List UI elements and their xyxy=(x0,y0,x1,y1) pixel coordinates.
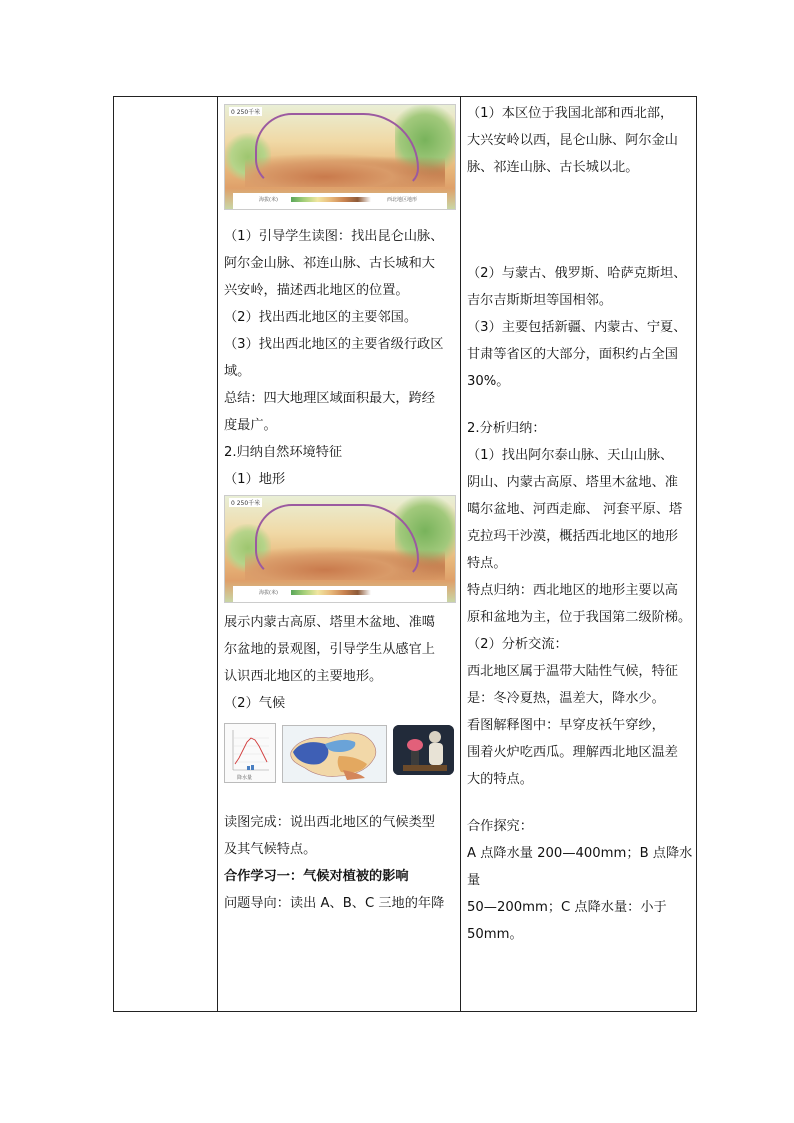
text-line: 及其气候特点。 xyxy=(224,842,317,857)
text-line: 2.归纳自然环境特征 xyxy=(224,445,343,460)
text-line: 看图解释图中：早穿皮袄午穿纱， xyxy=(467,718,665,733)
text-line: 域。 xyxy=(224,364,251,379)
text-line: 认识西北地区的主要地形。 xyxy=(224,669,383,684)
northwest-terrain-map-1 xyxy=(224,104,456,210)
text-line: 度最广。 xyxy=(224,418,277,433)
text-line: （2）与蒙古、俄罗斯、哈萨克斯坦、 xyxy=(467,266,687,281)
text-line: 原和盆地为主，位于我国第二级阶梯。 xyxy=(467,610,692,625)
text-line: （1）引导学生读图：找出昆仑山脉、 xyxy=(224,229,444,244)
text-line: 噶尔盆地、河西走廊、 河套平原、塔 xyxy=(467,502,683,517)
teacher-activity-column xyxy=(224,97,460,917)
desert-watermelon-photo xyxy=(393,725,454,775)
text-line: 30%。 xyxy=(467,374,510,389)
text-line: 阿尔金山脉、祁连山脉、古长城和大 xyxy=(224,256,435,271)
answer-block-1 xyxy=(467,100,695,181)
climate-figures xyxy=(224,723,456,783)
lesson-table xyxy=(113,96,697,1012)
text-line: 问题导向：读出 A、B、C 三地的年降 xyxy=(224,896,445,911)
guide-paragraphs-3 xyxy=(224,809,460,917)
answer-block-4 xyxy=(467,813,695,948)
text-line: （1）找出阿尔泰山脉、天山山脉、 xyxy=(467,448,674,463)
guide-paragraphs-2 xyxy=(224,609,460,717)
text-line: （1）地形 xyxy=(224,472,286,487)
guide-paragraphs-1 xyxy=(224,223,460,493)
answer-block-3 xyxy=(467,415,695,793)
text-line: 围着火炉吃西瓜。理解西北地区温差 xyxy=(467,745,678,760)
region-boundary xyxy=(255,504,419,578)
text-line: （3）找出西北地区的主要省级行政区 xyxy=(224,337,444,352)
text-line: （1）本区位于我国北部和西北部， xyxy=(467,106,674,121)
text-line: 西北地区属于温带大陆性气候，特征 xyxy=(467,664,678,679)
text-line: A 点降水量 200—400mm；B 点降水量 xyxy=(467,846,693,888)
climate-chart: 降水量 xyxy=(224,723,276,783)
text-line: 阴山、内蒙古高原、塔里木盆地、准 xyxy=(467,475,678,490)
text-line: 吉尔吉斯斯坦等国相邻。 xyxy=(467,293,613,308)
map-scale: 0 250千米 xyxy=(231,500,261,507)
text-line: 读图完成：说出西北地区的气候类型 xyxy=(224,815,435,830)
text-line: （2）分析交流： xyxy=(467,637,568,652)
map-legend: 海拔(米) 西北地区地形 xyxy=(233,193,447,209)
answer-block-2 xyxy=(467,260,695,395)
text-line: （2）找出西北地区的主要邻国。 xyxy=(224,310,418,325)
text-line: （2）气候 xyxy=(224,696,286,711)
text-line: 大的特点。 xyxy=(467,772,533,787)
cooperative-learning-heading: 合作学习一：气候对植被的影响 xyxy=(224,869,409,884)
text-line: 大兴安岭以西，昆仑山脉、阿尔金山 xyxy=(467,133,678,148)
text-line: 脉、祁连山脉、古长城以北。 xyxy=(467,160,639,175)
map-scale: 0 250千米 xyxy=(231,109,261,116)
text-line: （3）主要包括新疆、内蒙古、宁夏、 xyxy=(467,320,687,335)
text-line: 总结：四大地理区域面积最大，跨经 xyxy=(224,391,435,406)
map-legend: 海拔(米) xyxy=(233,586,447,602)
column-divider-2 xyxy=(460,97,461,1011)
text-line: 克拉玛干沙漠，概括西北地区的地形 xyxy=(467,529,678,544)
text-line: 展示内蒙古高原、塔里木盆地、准噶 xyxy=(224,615,435,630)
column-divider-1 xyxy=(217,97,218,1011)
northwest-terrain-map-2 xyxy=(224,495,456,603)
region-boundary xyxy=(255,113,419,187)
text-line: 尔盆地的景观图，引导学生从感官上 xyxy=(224,642,435,657)
text-line: 兴安岭，描述西北地区的位置。 xyxy=(224,283,409,298)
text-line: 合作探究： xyxy=(467,819,533,834)
climate-type-map xyxy=(282,725,387,783)
text-line: 甘肃等省区的大部分，面积约占全国 xyxy=(467,347,678,362)
text-line: 特点。 xyxy=(467,556,507,571)
text-line: 50—200mm；C 点降水量：小于 50mm。 xyxy=(467,900,667,942)
student-activity-column xyxy=(467,97,695,948)
text-line: 特点归纳：西北地区的地形主要以高 xyxy=(467,583,678,598)
china-climate-map xyxy=(283,726,386,782)
text-line: 是：冬冷夏热，温差大，降水少。 xyxy=(467,691,665,706)
text-line: 2.分析归纳： xyxy=(467,421,546,436)
